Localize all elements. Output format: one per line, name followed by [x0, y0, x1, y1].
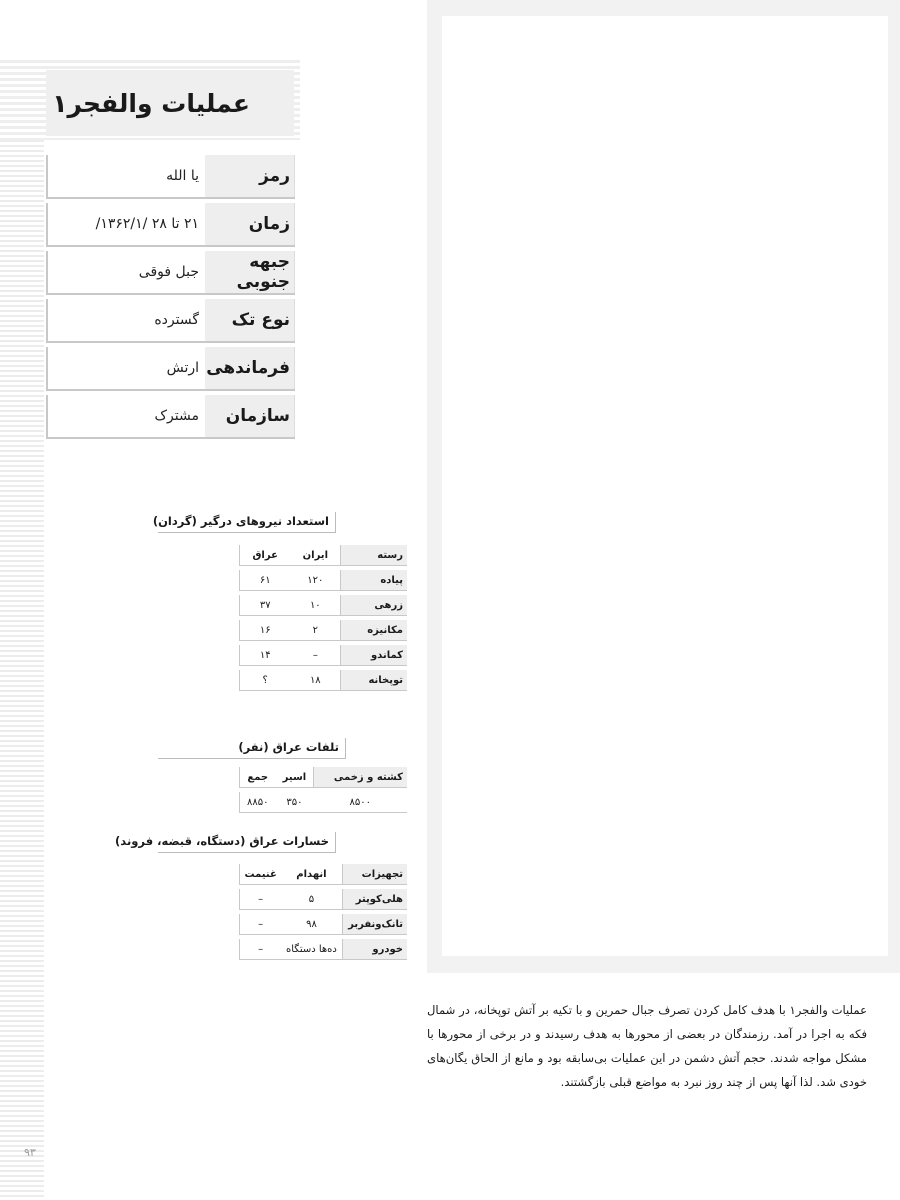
table-row: [239, 889, 407, 910]
table-header-cell: اسیر: [276, 767, 314, 788]
caption-text: عملیات والفجر۱ با هدف کامل کردن تصرف جبال حمرین و با تکیه بر آتش توپخانه، در شمال فکه به اجرا در آمد. رزمندگان در بعضی از محورها به هدف رسیدند و در برخی از محورها با مشکل مواجه شدند. حجم آتش دشمن در این عملیات بی‌سابقه بود و مانع از الحاق یگان‌های خودی شد. لذا آنها پس از چند روز نبرد به مواضع قبلی بازگشتند.: [427, 1003, 867, 1089]
table-cell: مکانیزه: [340, 620, 407, 641]
info-value: ارتش: [166, 360, 199, 376]
page-number: ۹۳: [24, 1146, 36, 1159]
table-cell: ۳۵۰: [276, 792, 314, 813]
table-header-cell: جمع: [239, 767, 276, 788]
table-cell: ۲: [290, 620, 340, 641]
table-cell: پیاده: [340, 570, 407, 591]
table-header-row: [239, 864, 407, 885]
table-header-cell: غنیمت: [239, 864, 281, 885]
table-header-cell: عراق: [239, 545, 290, 566]
table-cell: –: [239, 939, 281, 960]
table-row: [239, 914, 407, 935]
table-row: [239, 595, 407, 616]
table-cell: ۵: [281, 889, 341, 910]
table-row: [239, 620, 407, 641]
table-cell: ۸۸۵۰: [239, 792, 276, 813]
table-cell: ۶۱: [239, 570, 290, 591]
table-row: [239, 645, 407, 666]
forces-table: [239, 541, 407, 695]
table-cell: ۱۸: [290, 670, 340, 691]
forces-table-title: استعداد نیروهای درگیر (گردان): [158, 512, 336, 533]
table-cell: ۱۴: [239, 645, 290, 666]
table-cell: ۳۷: [239, 595, 290, 616]
table-header-cell: رسته: [340, 545, 407, 566]
info-key: سازمان: [205, 395, 295, 437]
info-key: فرماندهی: [205, 347, 295, 389]
info-value: یا الله: [166, 168, 199, 184]
table-row: [239, 570, 407, 591]
page-title: عملیات والفجر۱: [52, 88, 250, 118]
table-cell: ۱۰: [290, 595, 340, 616]
table-cell: –: [239, 914, 281, 935]
table-header-cell: انهدام: [281, 864, 341, 885]
table-row: [239, 939, 407, 960]
losses-table: [239, 860, 407, 964]
info-value: مشترک: [154, 408, 199, 424]
info-value: جبل فوقی: [138, 264, 199, 280]
table-header-cell: ایران: [290, 545, 340, 566]
table-row: [239, 792, 407, 813]
table-cell: ؟: [239, 670, 290, 691]
table-header-row: [239, 545, 407, 566]
info-key: نوع تک: [205, 299, 295, 341]
table-cell: تانک‌ونفربر: [342, 914, 407, 935]
table-cell: ۱۲۰: [290, 570, 340, 591]
info-key: زمان: [205, 203, 295, 245]
table-cell: هلی‌کوپتر: [342, 889, 407, 910]
info-key: رمز: [205, 155, 295, 197]
photo-placeholder: [442, 16, 888, 956]
info-row: [46, 155, 295, 199]
table-cell: ۹۸: [281, 914, 341, 935]
decorative-stripes: [0, 60, 44, 1200]
info-row: [46, 203, 295, 247]
info-list: [46, 155, 295, 443]
info-row: [46, 395, 295, 439]
info-row: [46, 347, 295, 391]
table-cell: کماندو: [340, 645, 407, 666]
table-row: [239, 670, 407, 691]
table-cell: ۸۵۰۰: [313, 792, 407, 813]
casualties-table: [239, 763, 407, 817]
info-row: [46, 299, 295, 343]
table-cell: –: [239, 889, 281, 910]
table-cell: ده‌ها دستگاه: [281, 939, 341, 960]
table-cell: –: [290, 645, 340, 666]
table-header-row: [239, 767, 407, 788]
title-box: [46, 70, 294, 136]
casualties-table-title: تلفات عراق (نفر): [158, 738, 346, 759]
table-cell: ۱۶: [239, 620, 290, 641]
table-header-cell: تجهیزات: [342, 864, 407, 885]
table-cell: خودرو: [342, 939, 407, 960]
info-row: [46, 251, 295, 295]
table-cell: توپخانه: [340, 670, 407, 691]
info-value: ۲۱ تا ۲۸ /۱۳۶۲/۱/: [95, 216, 199, 232]
table-header-cell: کشته و زخمی: [313, 767, 407, 788]
table-cell: زرهی: [340, 595, 407, 616]
losses-table-title: خسارات عراق (دستگاه، قبضه، فروند): [158, 832, 336, 853]
info-key: جبهه جنوبی: [205, 251, 295, 293]
info-value: گسترده: [154, 312, 199, 328]
